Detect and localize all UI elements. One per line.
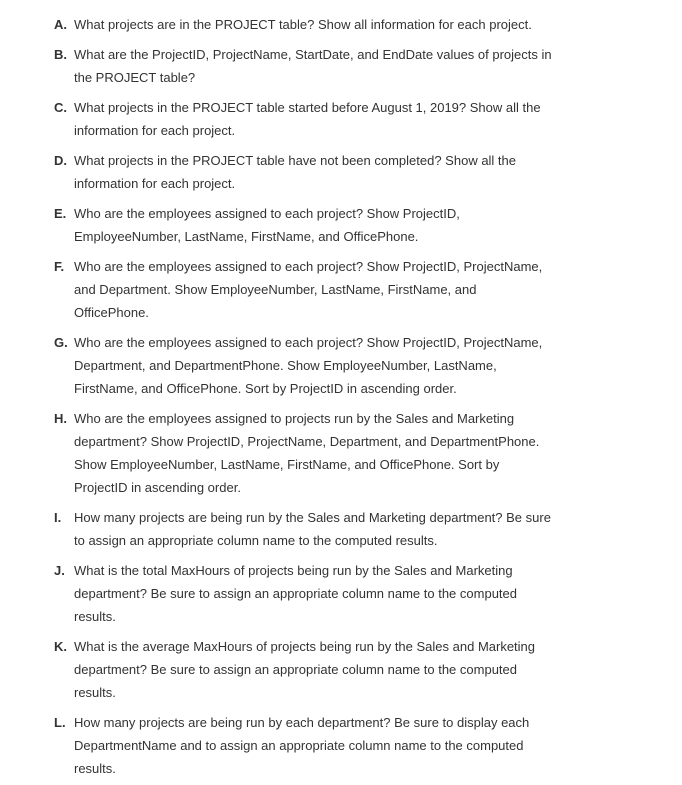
question-letter: L.	[54, 715, 66, 730]
question-item-a	[54, 13, 554, 36]
question-letter: F.	[54, 259, 65, 274]
question-letter: K.	[54, 639, 67, 654]
question-text: Who are the employees assigned to each project? Show ProjectID, ProjectName, Department, and DepartmentPhone. Show EmployeeNumber, LastName, FirstName, and OfficePhone. Sort by ProjectID in ascending order.	[74, 335, 543, 396]
question-letter: A.	[54, 17, 67, 32]
question-text: What is the average MaxHours of projects being run by the Sales and Marketing department? Be sure to assign an appropriate column name to the computed results.	[74, 639, 536, 700]
question-text: What projects in the PROJECT table started before August 1, 2019? Show all the information for each project.	[74, 100, 541, 138]
question-item-e	[54, 202, 554, 248]
question-letter: J.	[54, 563, 65, 578]
question-item-j	[54, 559, 554, 628]
question-letter: E.	[54, 206, 67, 221]
question-text: What is the total MaxHours of projects being run by the Sales and Marketing department? Be sure to assign an appropriate column name to the computed results.	[74, 563, 517, 624]
question-item-c	[54, 96, 554, 142]
question-list	[0, 13, 682, 780]
question-text: Who are the employees assigned to projects run by the Sales and Marketing department? Show ProjectID, ProjectName, Department, and DepartmentPhone. Show EmployeeNumber, LastName, FirstName, and OfficePhone. Sort by ProjectID in ascending order.	[74, 411, 540, 495]
question-text: Who are the employees assigned to each project? Show ProjectID, ProjectName, and Department. Show EmployeeNumber, LastName, FirstName, and OfficePhone.	[74, 259, 543, 320]
question-item-k	[54, 635, 554, 704]
question-letter: C.	[54, 100, 67, 115]
question-item-g	[54, 331, 554, 400]
question-text: What are the ProjectID, ProjectName, StartDate, and EndDate values of projects in the PROJECT table?	[74, 47, 552, 85]
question-text: How many projects are being run by each department? Be sure to display each DepartmentName and to assign an appropriate column name to the computed results.	[74, 715, 530, 776]
question-letter: H.	[54, 411, 67, 426]
question-item-d	[54, 149, 554, 195]
question-text: What projects in the PROJECT table have not been completed? Show all the information for each project.	[74, 153, 517, 191]
question-item-l	[54, 711, 554, 780]
question-letter: B.	[54, 47, 67, 62]
question-item-i	[54, 506, 554, 552]
question-item-f	[54, 255, 554, 324]
question-letter: G.	[54, 335, 68, 350]
question-item-h	[54, 407, 554, 499]
question-text: Who are the employees assigned to each project? Show ProjectID, EmployeeNumber, LastName, FirstName, and OfficePhone.	[74, 206, 460, 244]
question-item-b	[54, 43, 554, 89]
question-text: How many projects are being run by the Sales and Marketing department? Be sure to assign an appropriate column name to the computed results.	[74, 510, 551, 548]
question-letter: D.	[54, 153, 67, 168]
question-letter: I.	[54, 510, 62, 525]
question-text: What projects are in the PROJECT table? Show all information for each project.	[74, 17, 532, 32]
